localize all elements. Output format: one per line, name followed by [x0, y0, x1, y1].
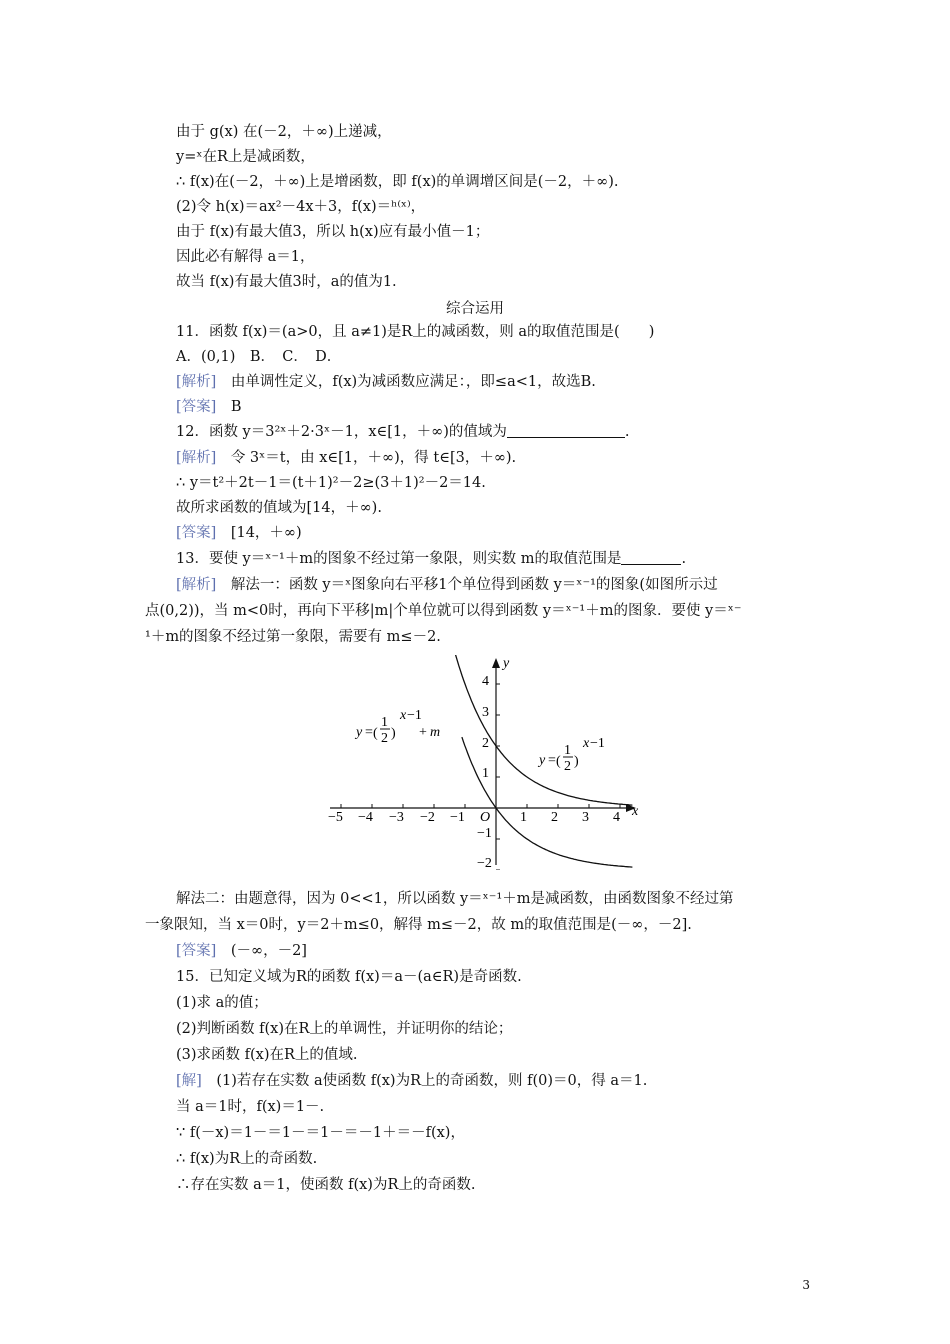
x-axis-label: x [632, 804, 639, 819]
exponential-graph-figure [320, 655, 650, 870]
analysis-tag: [解析] [176, 450, 217, 466]
question-11-analysis [176, 372, 596, 392]
x-tick-label: −2 [420, 810, 435, 825]
svg-text:x: x [400, 708, 407, 723]
answer-blank [621, 550, 681, 565]
svg-text:=: = [365, 725, 373, 740]
text-line: 故当 f(x)有最大值3时，a的值为1. [176, 274, 397, 290]
analysis-text: 解法一：函数 y＝ˣ图象向右平移1个单位得到函数 y＝ˣ⁻¹的图象(如图所示过 [216, 577, 718, 593]
question-11-stem: 11．函数 f(x)＝(a>0，且 a≠1)是R上的减函数，则 a的取值范围是( ) [176, 324, 655, 340]
question-13-answer [176, 941, 307, 961]
text-line: ∴ y＝t²＋2t－1＝(t＋1)²－2≥(3＋1)²－2＝14. [176, 475, 486, 491]
question-15-part2: (2)判断函数 f(x)在R上的单调性，并证明你的结论； [176, 1021, 513, 1037]
svg-text:x: x [583, 736, 590, 751]
question-12-stem [176, 422, 630, 442]
svg-text:−1: −1 [590, 736, 605, 751]
text-line: ∴ f(x)为R上的奇函数. [176, 1151, 318, 1167]
question-13-analysis [176, 575, 718, 595]
svg-text:−1: −1 [407, 708, 422, 723]
y-tick-label: −2 [477, 856, 492, 870]
text-line: y=ˣ在R上是减函数， [176, 149, 315, 165]
question-13-stem [176, 549, 686, 569]
origin-label: O [480, 810, 491, 825]
question-12-analysis [176, 448, 516, 468]
y-tick-label: 3 [482, 705, 489, 720]
solution-tag: [解] [176, 1073, 202, 1089]
answer-text: (－∞，－2] [216, 943, 307, 959]
text-line: 由于 g(x) 在(－2，＋∞)上递减， [176, 124, 392, 140]
svg-text:y: y [356, 725, 363, 740]
text-line: 一象限知，当 x＝0时，y＝2＋m≤0，解得 m≤－2，故 m的取值范围是(－∞，－2]. [145, 917, 692, 933]
answer-tag: [答案] [176, 399, 217, 415]
svg-text:1: 1 [564, 743, 571, 758]
question-11-options: A．(0,1) B． C． D． [176, 349, 342, 365]
stem-end: . [681, 551, 687, 567]
svg-text:): ) [391, 726, 396, 741]
stem-text: 13．要使 y＝ˣ⁻¹＋m的图象不经过第一象限，则实数 m的取值范围是 [176, 551, 622, 567]
text-line: ¹＋m的图象不经过第一象限，需要有 m≤－2. [145, 629, 441, 645]
graph-svg [320, 655, 650, 870]
text-line: (2)令 h(x)＝ax²－4x＋3，f(x)＝ʰ⁽ˣ⁾， [176, 199, 426, 215]
text-line: ∴ f(x)在(－2，＋∞)上是增函数，即 f(x)的单调增区间是(－2，＋∞). [176, 174, 619, 190]
analysis-text: 由单调性定义，f(x)为减函数应满足：，即≤a<1，故选B. [216, 374, 596, 390]
text-line: 故所求函数的值域为[14，＋∞). [176, 500, 382, 516]
x-tick-label: 4 [613, 810, 620, 825]
x-tick-label: 3 [582, 810, 589, 825]
svg-text:m: m [430, 725, 441, 740]
curve-base [445, 655, 633, 805]
curve1-label [354, 708, 440, 746]
y-tick-label: −1 [477, 826, 492, 841]
answer-blank [507, 423, 625, 438]
question-15-solution [176, 1071, 647, 1091]
answer-text: [14，＋∞) [216, 525, 302, 541]
question-15-part1: (1)求 a的值； [176, 995, 268, 1011]
svg-text:2: 2 [381, 731, 388, 746]
svg-text:1: 1 [381, 715, 388, 730]
y-tick-label: 1 [482, 766, 489, 781]
y-tick-label: 2 [482, 736, 489, 751]
y-tick-label: 4 [482, 674, 489, 689]
question-15-part3: (3)求函数 f(x)在R上的值域. [176, 1047, 358, 1063]
question-12-answer [176, 523, 302, 543]
x-tick-label: 1 [520, 810, 527, 825]
svg-text:(: ( [556, 754, 561, 769]
analysis-tag: [解析] [176, 577, 217, 593]
y-axis-arrow [492, 658, 500, 668]
question-15-stem: 15．已知定义域为R的函数 f(x)＝a－(a∈R)是奇函数. [176, 969, 522, 985]
answer-tag: [答案] [176, 525, 217, 541]
x-tick-label: −3 [389, 810, 404, 825]
x-tick-label: −5 [328, 810, 343, 825]
text-line: 当 a＝1时，f(x)＝1－. [176, 1099, 325, 1115]
stem-end: . [624, 424, 630, 440]
text-line: ∵ f(－x)＝1－＝1－＝1－＝－1＋＝－f(x)， [176, 1125, 465, 1141]
stem-text: 12．函数 y＝3²ˣ＋2·3ˣ－1，x∈[1，＋∞)的值域为 [176, 424, 507, 440]
question-11-answer [176, 397, 241, 417]
answer-text: B [216, 399, 242, 415]
text-line: 因此必有解得 a＝1， [176, 249, 315, 265]
svg-text:=: = [548, 753, 556, 768]
svg-text:2: 2 [564, 759, 571, 774]
x-tick-label: −1 [450, 810, 465, 825]
svg-text:+: + [419, 725, 427, 740]
page-number: 3 [802, 1278, 810, 1292]
section-heading: 综合运用 [446, 301, 504, 317]
analysis-tag: [解析] [176, 374, 217, 390]
text-line: ∴存在实数 a＝1，使函数 f(x)为R上的奇函数. [176, 1177, 476, 1193]
analysis-text: 令 3ˣ＝t，由 x∈[1，＋∞)，得 t∈[3，＋∞). [216, 450, 517, 466]
x-tick-label: −4 [358, 810, 373, 825]
svg-text:y: y [539, 753, 546, 768]
x-tick-label: 2 [551, 810, 558, 825]
answer-tag: [答案] [176, 943, 217, 959]
svg-text:(: ( [373, 726, 378, 741]
text-line: 由于 f(x)有最大值3，所以 h(x)应有最小值－1； [176, 224, 490, 240]
solution-text: (1)若存在实数 a使函数 f(x)为R上的奇函数，则 f(0)＝0，得 a＝1. [201, 1073, 648, 1089]
svg-text:): ) [574, 754, 579, 769]
text-line: 点(0,2))，当 m<0时，再向下平移|m|个单位就可以得到函数 y＝ˣ⁻¹＋m的图象．要使 y＝ˣ⁻ [145, 603, 742, 619]
text-line: 解法二：由题意得，因为 0<<1，所以函数 y＝ˣ⁻¹＋m是减函数，由函数图象不经过第 [176, 891, 734, 907]
y-axis-label: y [503, 656, 510, 671]
curve2-label [537, 736, 605, 774]
